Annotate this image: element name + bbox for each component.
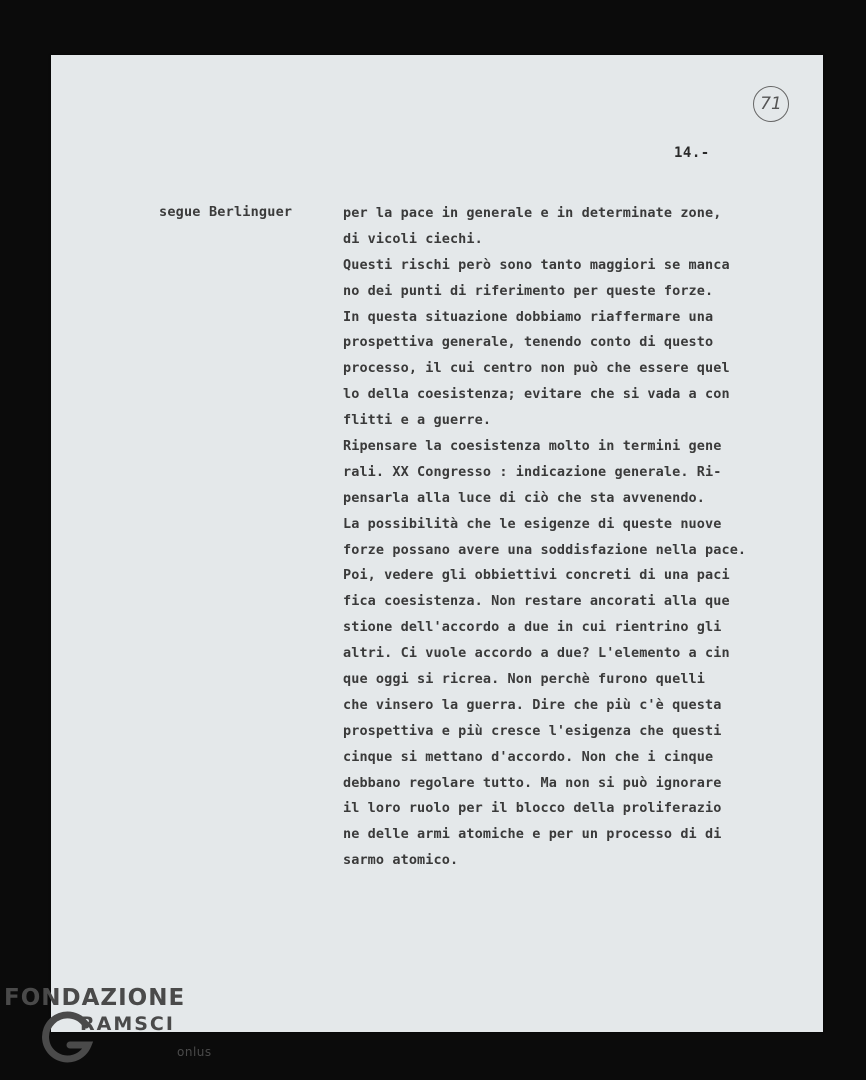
text-line: no dei punti di riferimento per queste forze.	[343, 282, 714, 299]
watermark-subtitle: RAMSCI	[80, 1013, 175, 1035]
text-line: per la pace in generale e in determinate zone,	[343, 205, 722, 221]
page-number: 14.-	[674, 145, 710, 161]
text-line: In questa situazione dobbiamo riaffermare una	[343, 308, 714, 325]
text-line: ne delle armi atomiche e per un processo di di	[343, 826, 722, 843]
text-line: prospettiva e più cresce l'esigenza che questi	[343, 722, 722, 739]
text-line: que oggi si ricrea. Non perchè furono quelli	[343, 671, 706, 688]
text-line: La possibilità che le esigenze di queste nuove	[343, 515, 722, 532]
text-line: fica coesistenza. Non restare ancorati alla que	[343, 593, 730, 610]
text-line: di vicoli ciechi.	[343, 230, 483, 247]
text-line: prospettiva generale, tenendo conto di questo	[343, 334, 714, 351]
text-line: lo della coesistenza; evitare che si vada a con	[343, 386, 730, 403]
fondazione-gramsci-watermark	[4, 985, 224, 1075]
archive-number-mark	[753, 86, 789, 122]
watermark-onlus: onlus	[177, 1045, 212, 1059]
text-line: flitti e a guerre.	[343, 412, 492, 429]
body-text	[343, 201, 793, 874]
text-line: Ripensare la coesistenza molto in termini gene	[343, 438, 722, 455]
text-line: debbano regolare tutto. Ma non si può ignorare	[343, 774, 722, 791]
text-line: che vinsero la guerra. Dire che più c'è questa	[343, 696, 722, 713]
speaker-label: segue Berlinguer	[159, 204, 293, 220]
text-line: altri. Ci vuole accordo a due? L'elemento a cin	[343, 645, 730, 662]
watermark-title: FONDAZIONE	[4, 985, 186, 1011]
text-line: Poi, vedere gli obbiettivi concreti di una paci	[343, 567, 730, 584]
text-line: il loro ruolo per il blocco della proliferazio	[343, 800, 722, 817]
text-line: stione dell'accordo a due in cui rientrino gli	[343, 619, 722, 636]
text-line: processo, il cui centro non può che essere quel	[343, 360, 730, 377]
text-line: forze possano avere una soddisfazione nella pace.	[343, 541, 747, 558]
text-line: sarmo atomico.	[343, 852, 459, 869]
text-line: Questi rischi però sono tanto maggiori se manca	[343, 256, 730, 273]
text-line: cinque si mettano d'accordo. Non che i cinque	[343, 748, 714, 765]
archive-number: 71	[760, 94, 782, 114]
text-line: pensarla alla luce di ciò che sta avvenendo.	[343, 489, 706, 506]
text-line: rali. XX Congresso : indicazione generale. Ri-	[343, 463, 722, 480]
